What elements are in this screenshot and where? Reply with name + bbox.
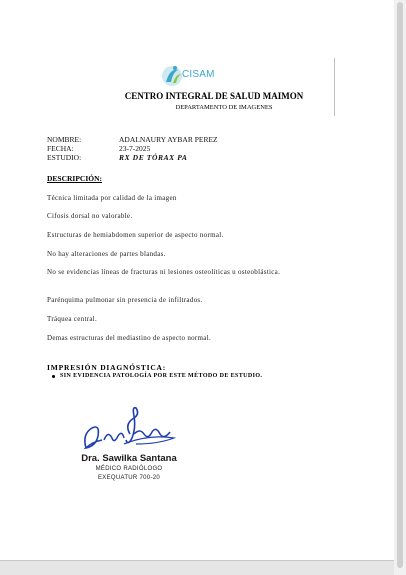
finding-line: No se evidencias líneas de fracturas ni lesiones osteolíticas u osteoblástica. <box>47 268 281 276</box>
study-label: ESTUDIO: <box>47 153 82 162</box>
study-value: RX DE TÓRAX PA <box>119 153 188 162</box>
handwritten-signature <box>78 404 178 454</box>
finding-line: Cifosis dorsal no valorable. <box>47 212 133 220</box>
cisam-logo <box>160 62 222 90</box>
impression-text: SIN EVIDENCIA PATOLOGÍA POR ESTE MÉTODO DE ESTUDIO. <box>60 373 263 379</box>
impression-heading: IMPRESIÓN DIAGNÓSTICA: <box>47 363 167 372</box>
logo-text: CISAM <box>182 69 215 80</box>
finding-line: Estructuras de hemiabdomen superior de aspecto normal. <box>47 231 224 239</box>
name-label: NOMBRE: <box>47 135 82 144</box>
name-value: ADALNAURY AYBAR PEREZ <box>119 135 218 144</box>
date-label: FECHA: <box>47 144 74 153</box>
finding-line: Tráquea central. <box>47 315 98 323</box>
exequatur: EXEQUATUR 700-20 <box>97 475 161 481</box>
scrollbar-thumb[interactable] <box>397 2 403 568</box>
finding-line: Demas estructuras del mediastino de aspecto normal. <box>47 334 212 342</box>
impression-item <box>60 373 262 379</box>
date-value: 23-7-2025 <box>119 144 151 153</box>
finding-line: Técnica limitada por calidad de la imagen <box>47 194 177 202</box>
vertical-scrollbar[interactable] <box>394 0 406 575</box>
doctor-name: Dra. Sawilka Santana <box>81 453 177 464</box>
department-title: DEPARTAMENTO DE IMAGENES <box>175 104 273 111</box>
bullet-icon <box>52 375 55 378</box>
description-heading: DESCRIPCIÓN: <box>47 174 103 183</box>
finding-line: No hay alteraciones de partes blandas. <box>47 250 166 258</box>
institution-title: CENTRO INTEGRAL DE SALUD MAIMON <box>124 91 304 101</box>
finding-line: Parénquima pulmonar sin presencia de infiltrados. <box>47 296 203 304</box>
doctor-title: MÉDICO RADIÓLOGO <box>95 466 163 472</box>
